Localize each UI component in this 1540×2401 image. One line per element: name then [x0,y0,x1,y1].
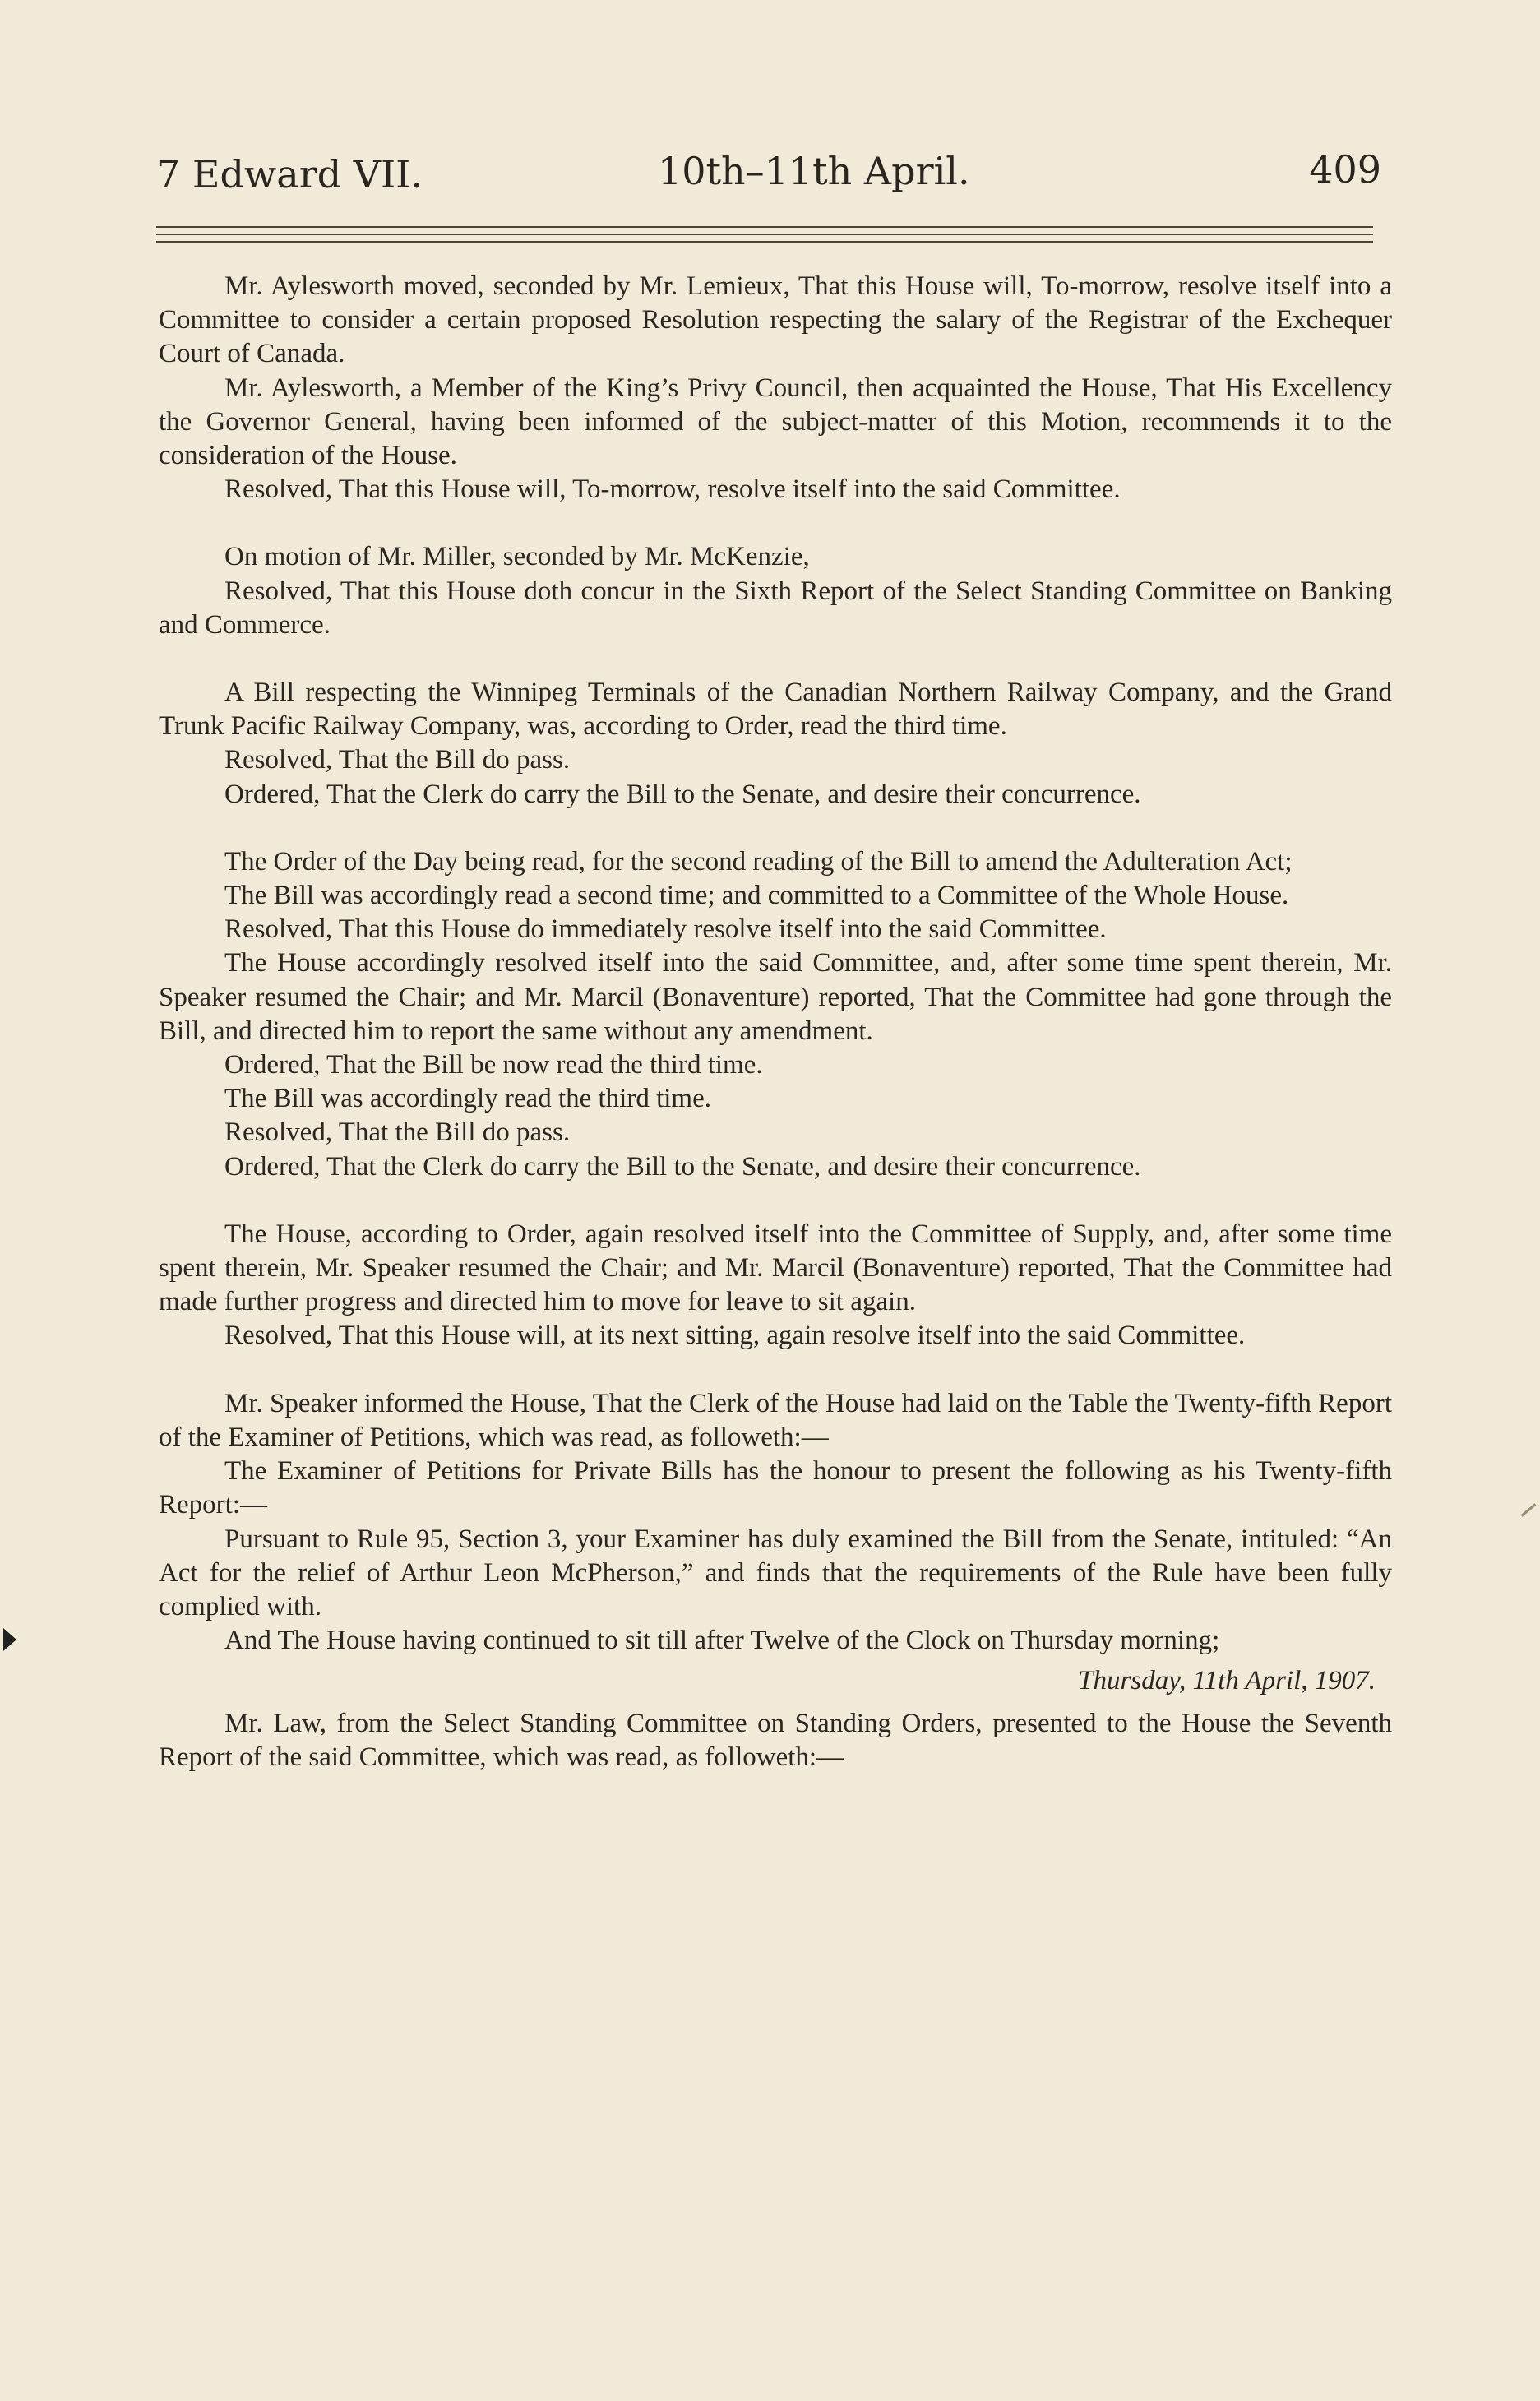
paragraph: A Bill respecting the Winnipeg Terminals of the Canadian Northern Railway Company, and the Grand Trunk Pacific Railway Company, was, according to Order, read the third time. [159,678,1392,742]
header-rule-line-1 [156,226,1373,228]
paragraph: Ordered, That the Clerk do carry the Bill to the Senate, and desire their concurrence. [224,779,1141,809]
paragraph: Ordered, That the Bill be now read the third time. [224,1050,763,1080]
paragraph: The House, according to Order, again resolved itself into the Committee of Supply, and, after some time spent therein, Mr. Speaker resumed the Chair; and Mr. Marcil (Bonaventure) reported, That the Committee had made further progress and directed him to move for leave to sit again. [159,1219,1392,1317]
paragraph: Resolved, That this House will, at its next sitting, again resolve itself into the said Committee. [224,1321,1246,1351]
margin-tick-mark [1521,1503,1537,1516]
paragraph: Mr. Law, from the Select Standing Committee on Standing Orders, presented to the House the Seventh Report of the said Committee, which was read, as followeth:— [159,1708,1392,1772]
header-date: 10th–11th April. [658,149,970,193]
page-number: 409 [1309,147,1381,192]
page-header [156,144,1381,210]
paragraph: Resolved, That this House do immediately resolve itself into the said Committee. [224,914,1107,945]
paragraph: And The House having continued to sit till after Twelve of the Clock on Thursday morning; [224,1626,1220,1656]
paragraph: The Examiner of Petitions for Private Bills has the honour to present the following as his Twenty-fifth Report:— [159,1456,1392,1520]
header-rule-line-3 [156,241,1373,243]
paragraph: Resolved, That the Bill do pass. [224,745,571,775]
paragraph: The House accordingly resolved itself into the said Committee, and, after some time spent therein, Mr. Speaker resumed the Chair; and Mr. Marcil (Bonaventure) reported, That the Committee had gone through the Bill, and directed him to report the same without any amendment. [159,948,1392,1046]
paragraph: Mr. Aylesworth, a Member of the King’s Privy Council, then acquainted the House, That His Excellency the Governor General, having been informed of the subject-matter of this Motion, recommends it to the consideration of the House. [159,372,1392,471]
margin-arrow-mark [3,1628,16,1651]
paragraph: Resolved, That this House will, To-morrow, resolve itself into the said Committee. [224,474,1121,505]
paragraph: Ordered, That the Clerk do carry the Bill to the Senate, and desire their concurrence. [224,1151,1141,1182]
page-body [159,270,1392,1774]
paragraph: The Bill was accordingly read a second time; and committed to a Committee of the Whole House. [224,881,1289,911]
paragraph: Resolved, That the Bill do pass. [224,1117,571,1148]
header-regnal-year: 7 Edward VII. [156,152,423,197]
paragraph: Mr. Speaker informed the House, That the Clerk of the House had laid on the Table the Twenty-fifth Report of the Examiner of Petitions, which was read, as followeth:— [159,1388,1392,1452]
paragraph: The Bill was accordingly read the third time. [224,1084,711,1114]
paragraph: The Order of the Day being read, for the second reading of the Bill to amend the Adulteration Act; [224,846,1293,877]
header-rule [156,226,1373,244]
paragraph: Resolved, That this House doth concur in the Sixth Report of the Select Standing Committee on Banking and Commerce. [159,576,1392,640]
date-line: Thursday, 11th April, 1907. [1078,1666,1376,1696]
header-rule-line-2 [156,234,1373,235]
paragraph: Pursuant to Rule 95, Section 3, your Examiner has duly examined the Bill from the Senate, intituled: “An Act for the relief of Arthur Leon McPherson,” and finds that the requirements of the Rule have been fully complied with. [159,1524,1392,1621]
paragraph: Mr. Aylesworth moved, seconded by Mr. Lemieux, That this House will, To-morrow, resolve itself into a Committee to consider a certain proposed Resolution respecting the salary of the Registrar of the Exchequer Court of Canada. [159,271,1392,369]
paragraph: On motion of Mr. Miller, seconded by Mr. McKenzie, [224,542,810,572]
